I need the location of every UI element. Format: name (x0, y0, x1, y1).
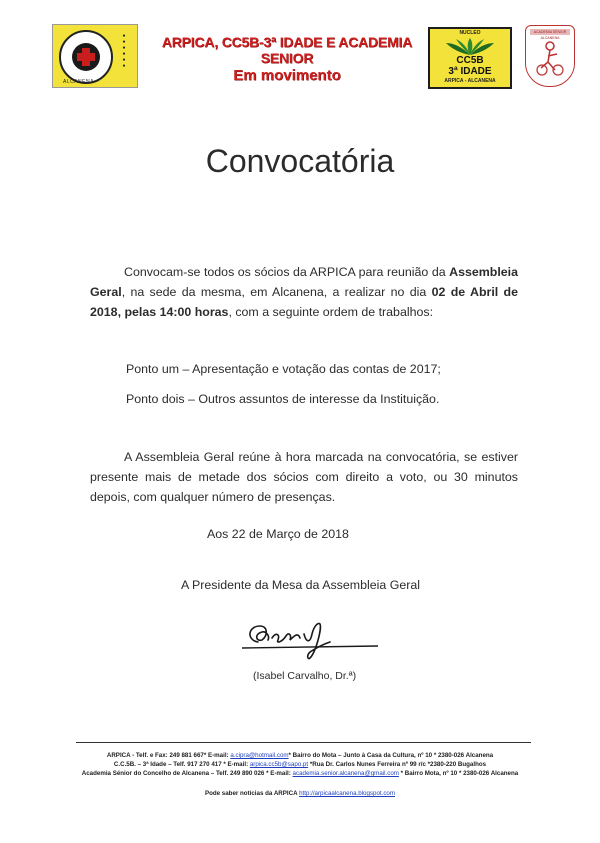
arpica-email-link[interactable]: a.cipra@hotmail.com (230, 752, 289, 759)
arpica-logo (52, 24, 138, 88)
convocation-paragraph (90, 262, 518, 322)
agenda-item-2: Ponto dois – Outros assuntos de interesse da Instituição. (126, 392, 440, 406)
footer-divider (76, 742, 531, 743)
footer-line3-a: Academia Sénior do Concelho de Alcanena – Telf. 249 890 026 * E-mail: (81, 770, 293, 777)
academia-senior-logo (525, 25, 575, 87)
footer-academia-contact (50, 770, 550, 777)
document-date: Aos 22 de Março de 2018 (207, 527, 349, 541)
cc5b-logo-bottom: ARPICA - ALCANENA (444, 78, 496, 84)
agenda-item-1: Ponto um – Apresentação e votação das contas de 2017; (126, 362, 441, 376)
cc5b-logo-top: NUCLEO (459, 30, 481, 36)
footer-line4-a: Pode saber notícias da ARPICA (204, 790, 300, 797)
arpica-logo-side-marks: ● ● ● ● ● ● (122, 33, 126, 69)
blog-link[interactable]: http://arpicaalcanena.blogspot.com (299, 790, 396, 797)
footer-line2-a: C.C.5B. – 3ª Idade – Telf. 917 270 417 * E-mail: (113, 761, 250, 768)
cc5b-email-link[interactable]: arpica.cc5b@sapo.pt (249, 761, 309, 768)
signature-name: (Isabel Carvalho, Dr.ª) (253, 670, 357, 682)
handwritten-signature (238, 612, 378, 667)
cyclist-icon (535, 38, 565, 78)
footer-line2-b: *Rua Dr. Carlos Nunes Ferreira nº 99 r/c *2380-220 Bugalhos (308, 761, 487, 768)
arpica-logo-town: ALCANENA (63, 79, 94, 85)
footer-blog (50, 790, 550, 797)
p1-assembly: Assembleia Geral (90, 265, 518, 299)
p1-text-c: , na sede da mesma, em Alcanena, a realizar no dia (121, 285, 432, 299)
academia-email-link[interactable]: academia.senior.alcanena@gmail.com (292, 770, 399, 777)
president-title: A Presidente da Mesa da Assembleia Geral (181, 578, 420, 592)
cc5b-logo-main: CC5B (456, 55, 484, 66)
footer-line1-b: * Bairro do Mota – Junto à Casa da Cultura, nº 10 * 2380-026 Alcanena (288, 752, 494, 759)
footer-line3-b: * Bairro Mota, nº 10 * 2380-026 Alcanena (398, 770, 519, 777)
p1-text-a: Convocam-se todos os sócios da ARPICA para reunião da (124, 265, 450, 279)
p1-date-time: 02 de Abril de 2018, pelas 14:00 horas (90, 285, 519, 319)
footer-line1-a: ARPICA - Telf. e Fax: 249 881 667* E-mail: (106, 752, 231, 759)
p1-text-e: , com a seguinte ordem de trabalhos: (228, 305, 434, 319)
footer-arpica-contact (50, 752, 550, 759)
academia-badge (525, 25, 575, 87)
header-title: ARPICA, CC5B-3ª IDADE E ACADEMIA SENIOR (161, 34, 413, 66)
header-subtitle: Em movimento (233, 67, 341, 84)
cc5b-logo (428, 27, 512, 89)
cc5b-logo-idade: 3ª IDADE (448, 66, 492, 77)
academia-logo-text: ACADEMIA SÉNIOR ALCANENA (530, 29, 570, 35)
leaves-icon (440, 37, 500, 57)
quorum-paragraph: A Assembleia Geral reúne à hora marcada na convocatória, se estiver presente mais de metade dos sócios com direito a voto, ou 30 minutos depois, com qualquer número de presenças. (90, 450, 518, 504)
document-heading: Convocatória (205, 143, 395, 179)
footer-cc5b-contact (50, 761, 550, 768)
arpica-seal-icon (59, 30, 113, 84)
